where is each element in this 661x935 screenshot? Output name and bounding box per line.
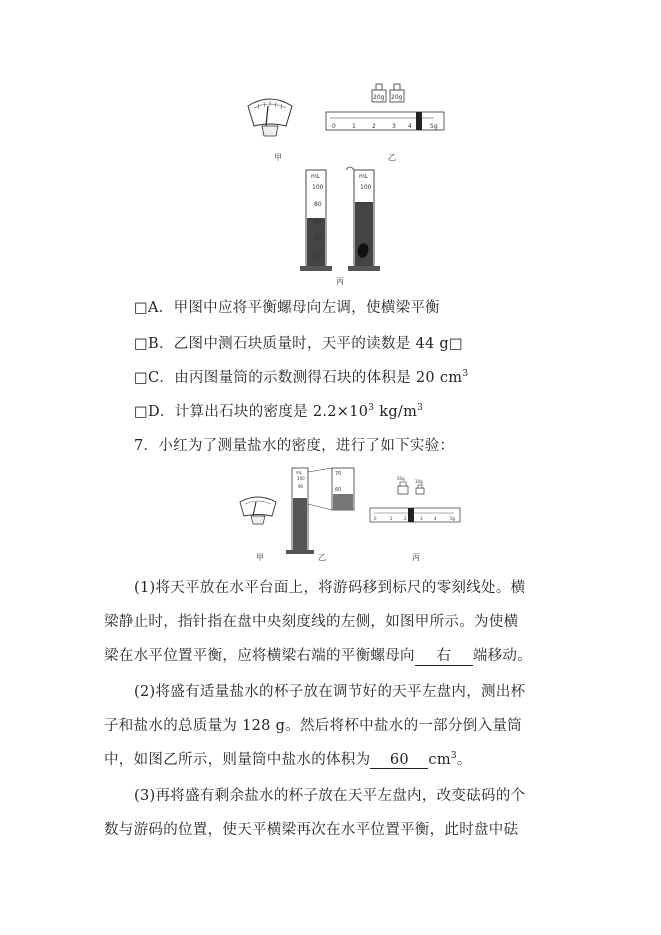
- step-2-line-1: (2)将盛有适量盐水的杯子放在调节好的天平左盘内，测出杯: [134, 684, 526, 700]
- step-1-line-1: (1)将天平放在水平台面上，将游码移到标尺的零刻线处。横: [134, 580, 526, 596]
- ruler-tick: 3: [392, 123, 396, 130]
- cylinder-with-stone-icon: [346, 167, 380, 271]
- caption-bing: 丙: [336, 277, 344, 286]
- caption-bing: 丙: [412, 553, 420, 562]
- option-a: □A．甲图中应将平衡螺母向左调，使横梁平衡: [134, 300, 440, 316]
- cyl-label: 20: [314, 252, 322, 259]
- step-1-line-3-end: 端移动。: [472, 648, 533, 664]
- weight-label: 50g: [397, 476, 405, 481]
- option-d: [134, 400, 423, 421]
- step-1-line-3: [104, 644, 532, 666]
- ruler-tick: 3: [420, 516, 423, 521]
- cyl-label: 80: [314, 201, 322, 208]
- ruler-icon: [370, 508, 460, 522]
- option-b: □B．乙图中测石块质量时，天平的读数是 44 g□: [134, 336, 464, 352]
- caption-yi: 乙: [318, 553, 326, 562]
- cyl-label: 90: [298, 484, 304, 489]
- ruler-tick: 0: [374, 516, 377, 521]
- option-d-unit: kg/m: [374, 404, 418, 420]
- caption-yi: 乙: [388, 153, 396, 162]
- cyl-label: mL: [311, 173, 321, 180]
- answer-blank-2: 60: [370, 752, 428, 769]
- step-2-line-3-text: 中，如图乙所示，则量筒中盐水的体积为: [104, 752, 371, 768]
- ruler-tick: 2: [372, 123, 376, 130]
- step-2-end: 。: [456, 752, 472, 768]
- weight-label: 20g: [373, 94, 385, 101]
- step-3-line-2: 数与游码的位置，使天平横梁再次在水平位置平衡，此时盘中砝: [104, 822, 519, 838]
- cylinder-icon: [286, 468, 314, 554]
- step-3-line-1: (3)再将盛有剩余盐水的杯子放在天平左盘内，改变砝码的个: [134, 788, 526, 804]
- ruler-tick: 5g: [430, 123, 438, 130]
- weight-icon: [372, 84, 404, 102]
- step-2-line-2: 子和盐水的总质量为 128 g。然后将杯中盐水的一部分倒入量筒: [104, 718, 522, 734]
- option-d-sup: 3: [368, 403, 375, 413]
- answer-blank-1: 右: [415, 644, 473, 666]
- figure-stone-density: [240, 78, 460, 288]
- cyl-label: 100: [312, 184, 324, 191]
- ruler-tick: 1: [390, 516, 393, 521]
- option-d-text: □D．计算出石块的密度是 2.2×10: [134, 404, 369, 420]
- weight-label: 20g: [391, 94, 403, 101]
- cylinder-icon: [300, 170, 332, 271]
- caption-jia: 甲: [256, 553, 264, 562]
- weight-icon: [397, 476, 424, 494]
- ruler-tick: 4: [434, 516, 437, 521]
- ruler-tick: 2: [404, 516, 407, 521]
- caption-jia: 甲: [274, 153, 282, 162]
- ruler-tick: 5g: [450, 516, 456, 521]
- cyl-label: mL: [359, 173, 369, 180]
- balance-dial-icon: [240, 497, 276, 524]
- step-1-line-3-text: 梁在水平位置平衡，应将横梁右端的平衡螺母向: [104, 648, 415, 664]
- option-c-sup: 3: [462, 369, 469, 379]
- cylinder-zoom-icon: [308, 468, 354, 510]
- cyl-label: mL: [296, 470, 303, 475]
- ruler-tick: 4: [408, 123, 412, 130]
- cyl-label: 100: [360, 184, 372, 191]
- question-7-title: 7．小红为了测量盐水的密度，进行了如下实验：: [134, 438, 455, 454]
- figure-brine-density: [236, 464, 462, 564]
- ruler-tick: 0: [332, 123, 336, 130]
- weight-label: 10g: [415, 479, 423, 484]
- zoom-label: 60: [335, 487, 342, 493]
- step-2-line-3: [104, 748, 472, 769]
- ruler-icon: [326, 112, 444, 130]
- cyl-label: 100: [297, 476, 305, 481]
- step-1-line-2: 梁静止时，指针指在盘中央刻度线的左侧，如图甲所示。为使横: [104, 614, 519, 630]
- zoom-label: 70: [335, 471, 342, 477]
- option-c-text: □C．由丙图量筒的示数测得石块的体积是 20 cm: [134, 370, 463, 386]
- step-2-unit: cm: [428, 752, 451, 768]
- balance-dial-icon: [248, 99, 292, 136]
- cyl-label: 40: [314, 235, 322, 242]
- step-2-sup: 3: [450, 751, 457, 761]
- option-c: [134, 366, 468, 387]
- cyl-label: 60: [314, 218, 322, 225]
- option-d-sup2: 3: [417, 403, 424, 413]
- ruler-tick: 1: [352, 123, 356, 130]
